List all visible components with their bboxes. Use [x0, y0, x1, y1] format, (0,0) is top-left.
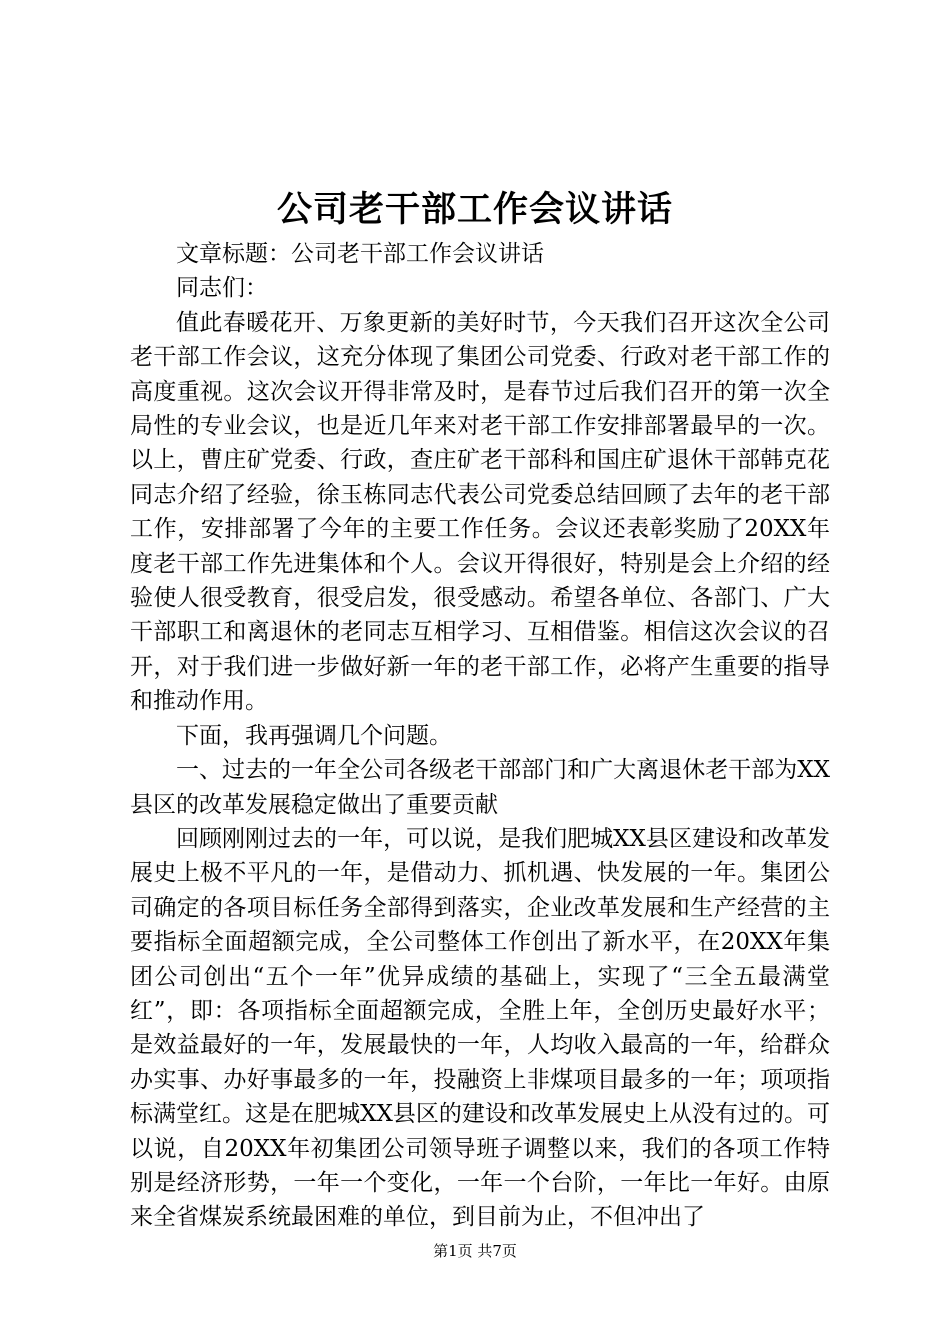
- salutation: 同志们：: [176, 275, 268, 302]
- document-body: [130, 237, 830, 1235]
- document-title: 公司老干部工作会议讲话: [276, 189, 673, 230]
- body-paragraph: 回顾刚刚过去的一年，可以说，是我们肥城XX县区建设和改革发展史上极不平凡的一年，是借动力、抓机遇、快发展的一年。集团公司确定的各项目标任务全部得到落实，企业改革发展和生产经营的主要指标全面超额完成，全公司整体工作创出了新水平，在20XX年集团公司创出“五个一年”优异成绩的基础上，实现了“三全五最满堂红”，即：各项指标全面超额完成，全胜上年，全创历史最好水平；是效益最好的一年，发展最快的一年，人均收入最高的一年，给群众办实事、办好事最多的一年，投融资上非煤项目最多的一年；项项指标满堂红。这是在肥城XX县区的建设和改革发展史上从没有过的。可以说，自20XX年初集团公司领导班子调整以来，我们的各项工作特别是经济形势，一年一个变化，一年一个台阶，一年比一年好。由原来全省煤炭系统最困难的单位，到目前为止，不但冲出了: [130, 825, 830, 1231]
- body-paragraph: 值此春暖花开、万象更新的美好时节，今天我们召开这次全公司老干部工作会议，这充分体现了集团公司党委、行政对老干部工作的高度重视。这次会议开得非常及时，是春节过后我们召开的第一次全局性的专业会议，也是近几年来对老干部工作安排部署最早的一次。以上，曹庄矿党委、行政，查庄矿老干部科和国庄矿退休干部韩克花同志介绍了经验，徐玉栋同志代表公司党委总结回顾了去年的老干部工作，安排部署了今年的主要工作任务。会议还表彰奖励了20XX年度老干部工作先进集体和个人。会议开得很好，特别是会上介绍的经验使人很受教育，很受启发，很受感动。希望各单位、各部门、广大干部职工和离退休的老同志互相学习、互相借鉴。相信这次会议的召开，对于我们进一步做好新一年的老干部工作，必将产生重要的指导和推动作用。: [130, 309, 830, 715]
- article-title-line: 文章标题：公司老干部工作会议讲话: [176, 241, 544, 267]
- page-footer: 第1页 共7页: [433, 1242, 517, 1260]
- body-paragraph: 下面，我再强调几个问题。: [176, 722, 452, 749]
- section-heading: 一、过去的一年全公司各级老干部部门和广大离退休老干部为XX县区的改革发展稳定做出了重要贡献: [130, 757, 830, 818]
